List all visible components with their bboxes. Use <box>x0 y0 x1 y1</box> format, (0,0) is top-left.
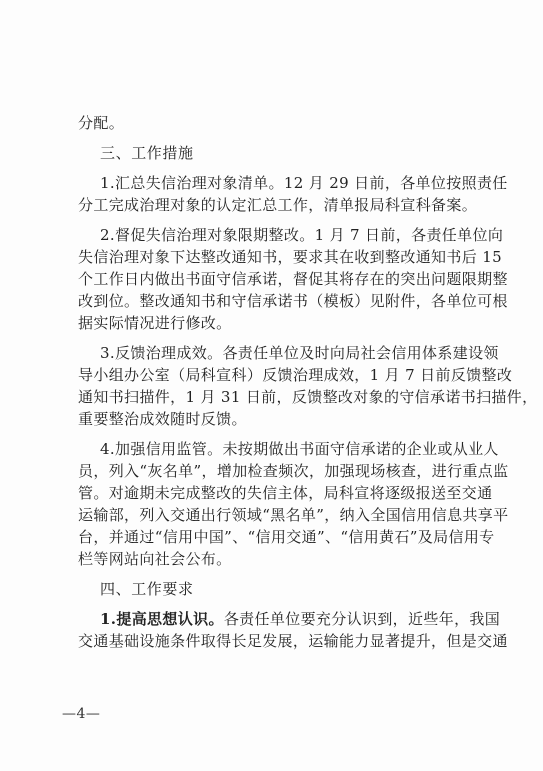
text-line: 台，并通过“信用中国”、“信用交通”、“信用黄石”及局信用专 <box>78 528 495 546</box>
bold-lead-in: 1.提高思想认识。 <box>100 610 224 628</box>
text-line <box>78 608 501 630</box>
document-body <box>78 112 538 652</box>
text-line: 员，列入“灰名单”，增加检查频次，加强现场核查，进行重点监 <box>78 462 509 480</box>
text-line: 重要整治成效随时反馈。 <box>78 410 247 428</box>
text-line: 导小组办公室（局科宣科）反馈治理成效，1 月 7 日前反馈整改 <box>78 366 513 384</box>
text-line: 分工完成治理对象的认定汇总工作，清单报局科宣科备案。 <box>78 196 478 214</box>
text-line: 失信治理对象下达整改通知书，要求其在收到整改通知书后 15 <box>78 248 503 266</box>
page-number: —4— <box>62 706 101 722</box>
text-line: 分配。 <box>78 114 125 132</box>
text-line: 交通基础设施条件取得长足发展，运输能力显著提升，但是交通 <box>78 632 508 650</box>
text-line: 通知书扫描件，1 月 31 日前，反馈整改对象的守信承诺书扫描件， <box>78 388 538 406</box>
text-line: 个工作日内做出书面守信承诺，督促其将存在的突出问题限期整 <box>78 270 508 288</box>
text-line: 4.加强信用监管。未按期做出书面守信承诺的企业或从业人 <box>100 440 499 458</box>
text-line: 据实际情况进行修改。 <box>78 314 232 332</box>
section-heading-requirements: 四、工作要求 <box>100 580 194 598</box>
text-line: 运输部，列入交通出行领域“黑名单”，纳入全国信用信息共享平 <box>78 506 509 524</box>
text-line: 3.反馈治理成效。各责任单位及时向局社会信用体系建设领 <box>100 344 499 362</box>
text-line: 管。对逾期未完成整改的失信主体，局科宣将逐级报送至交通 <box>78 484 493 502</box>
text-run: 各责任单位要充分认识到，近些年，我国 <box>223 610 501 628</box>
text-line: 1.汇总失信治理对象清单。12 月 29 日前，各单位按照责任 <box>100 174 508 192</box>
text-line: 2.督促失信治理对象限期整改。1 月 7 日前，各责任单位向 <box>100 226 504 244</box>
section-heading-measures: 三、工作措施 <box>100 144 194 162</box>
text-line: 改到位。整改通知书和守信承诺书（模板）见附件，各单位可根 <box>78 292 508 310</box>
text-line: 栏等网站向社会公布。 <box>78 550 232 568</box>
